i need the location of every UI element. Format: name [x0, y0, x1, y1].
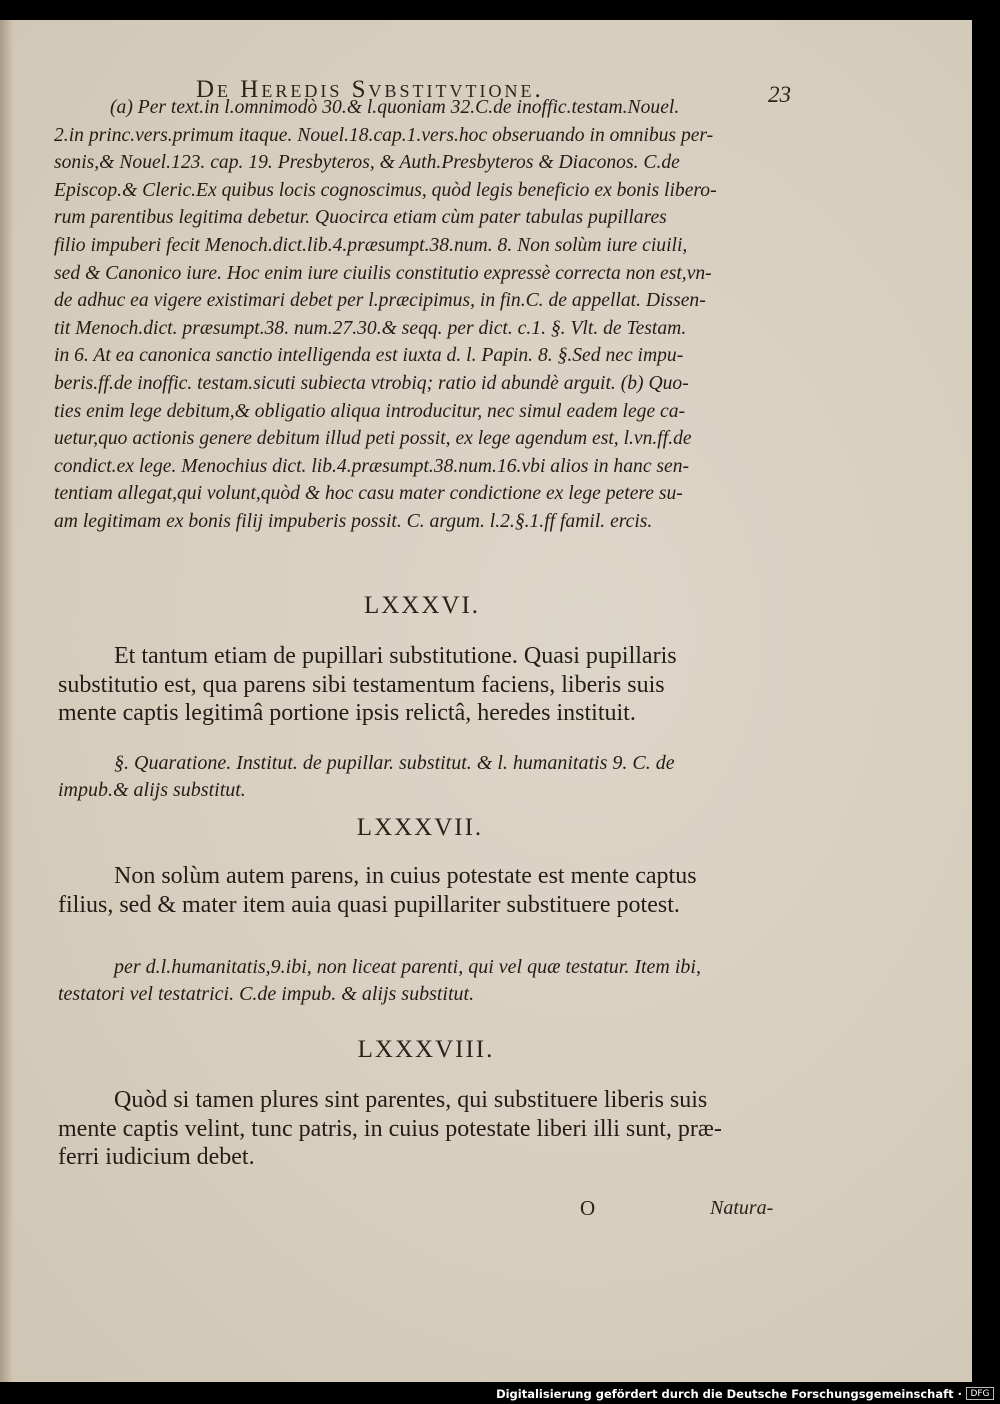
digitization-credit: Digitalisierung gefördert durch die Deutsche Forschungsgemeinschaft ·: [496, 1387, 962, 1401]
text-line: Quòd si tamen plures sint parentes, qui substituere liberis suis: [114, 1087, 708, 1113]
note-line: filio impuberi fecit Menoch.dict.lib.4.præsumpt.38.num. 8. Non solùm iure ciuili,: [54, 234, 688, 256]
section-text: [58, 862, 794, 919]
text-line: filius, sed & mater item auia quasi pupillariter substituere potest.: [58, 891, 680, 918]
section-text: [58, 642, 794, 728]
note-line: Episcop.& Cleric.Ex quibus locis cognoscimus, quòd legis beneficio ex bonis libero-: [54, 179, 717, 201]
note-line: tit Menoch.dict. præsumpt.38. num.27.30.& seqq. per dict. c.1. §. Vlt. de Testam.: [54, 317, 687, 339]
text-line: Et tantum etiam de pupillari substitutione. Quasi pupillaris: [114, 643, 677, 669]
book-page: [0, 20, 972, 1382]
section-citation: [58, 750, 794, 804]
note-line: beris.ff.de inoffic. testam.sicuti subiecta vtrobiq; ratio id abundè arguit. (b) Quo-: [54, 372, 689, 394]
section-numeral: LXXXVIII.: [357, 1036, 495, 1063]
dfg-logo-icon: DFG: [966, 1387, 994, 1400]
signature-mark: O: [580, 1196, 596, 1220]
text-line: mente captis legitimâ portione ipsis relictâ, heredes instituit.: [58, 700, 636, 726]
note-line: 2.in princ.vers.primum itaque. Nouel.18.cap.1.vers.hoc obseruando in omnibus per-: [54, 124, 714, 146]
credit-bar: [0, 1384, 1000, 1404]
section-text: [58, 1086, 794, 1172]
section-citation: [58, 954, 794, 1008]
section-numeral: LXXXVI.: [363, 592, 481, 619]
note-line: uetur,quo actionis genere debitum illud peti possit, ex lege agendum est, l.vn.ff.de: [54, 428, 692, 450]
section-numeral: LXXXVII.: [356, 814, 484, 841]
text-line: mente captis velint, tunc patris, in cuius potestate liberi illi sunt, præ-: [58, 1115, 722, 1142]
note-line: (a) Per text.in l.omnimodò 30.& l.quoniam 32.C.de inoffic.testam.Nouel.: [110, 97, 680, 118]
note-line: sed & Canonico iure. Hoc enim iure ciuilis constitutio expressè correcta non est,vn-: [54, 262, 712, 284]
citation-line: impub.& alijs substitut.: [58, 779, 246, 801]
citation-line: §. Quaratione. Institut. de pupillar. substitut. & l. humanitatis 9. C. de: [114, 752, 675, 774]
running-head: De Heredis Svbstitvtione.: [196, 76, 544, 103]
text-line: Non solùm autem parens, in cuius potestate est mente captus: [114, 863, 697, 889]
note-line: tentiam allegat,qui volunt,quòd & hoc casu mater condictione ex lege petere su-: [54, 483, 683, 505]
citation-line: per d.l.humanitatis,9.ibi, non liceat parenti, qui vel quæ testatur. Item ibi,: [114, 956, 701, 978]
note-line: condict.ex lege. Menochius dict. lib.4.præsumpt.38.num.16.vbi alios in hanc sen-: [54, 455, 690, 477]
text-line: substitutio est, qua parens sibi testamentum faciens, liberis suis: [58, 671, 665, 698]
note-line: de adhuc ea vigere existimari debet per l.præcipimus, in fin.C. de appellat. Dissen-: [54, 290, 706, 312]
citation-line: testatori vel testatrici. C.de impub. & alijs substitut.: [58, 983, 475, 1005]
page-number: 23: [768, 82, 791, 107]
text-line: ferri iudicium debet.: [58, 1144, 255, 1170]
note-line: in 6. At ea canonica sanctio intelligenda est iuxta d. l. Papin. 8. §.Sed nec impu-: [54, 345, 684, 367]
note-line: sonis,& Nouel.123. cap. 19. Presbyteros, & Auth.Presbyteros & Diaconos. C.de: [54, 152, 680, 174]
page-spine-shadow: [0, 20, 14, 1382]
note-line: am legitimam ex bonis filij impuberis possit. C. argum. l.2.§.1.ff famil. ercis.: [54, 510, 653, 532]
note-line: ties enim lege debitum,& obligatio aliqua introducitur, nec simul eadem lege ca-: [54, 400, 686, 422]
note-line: rum parentibus legitima debetur. Quocirca etiam cùm pater tabulas pupillares: [54, 207, 667, 229]
notes-block: [54, 94, 790, 536]
catchword: Natura-: [710, 1197, 774, 1219]
